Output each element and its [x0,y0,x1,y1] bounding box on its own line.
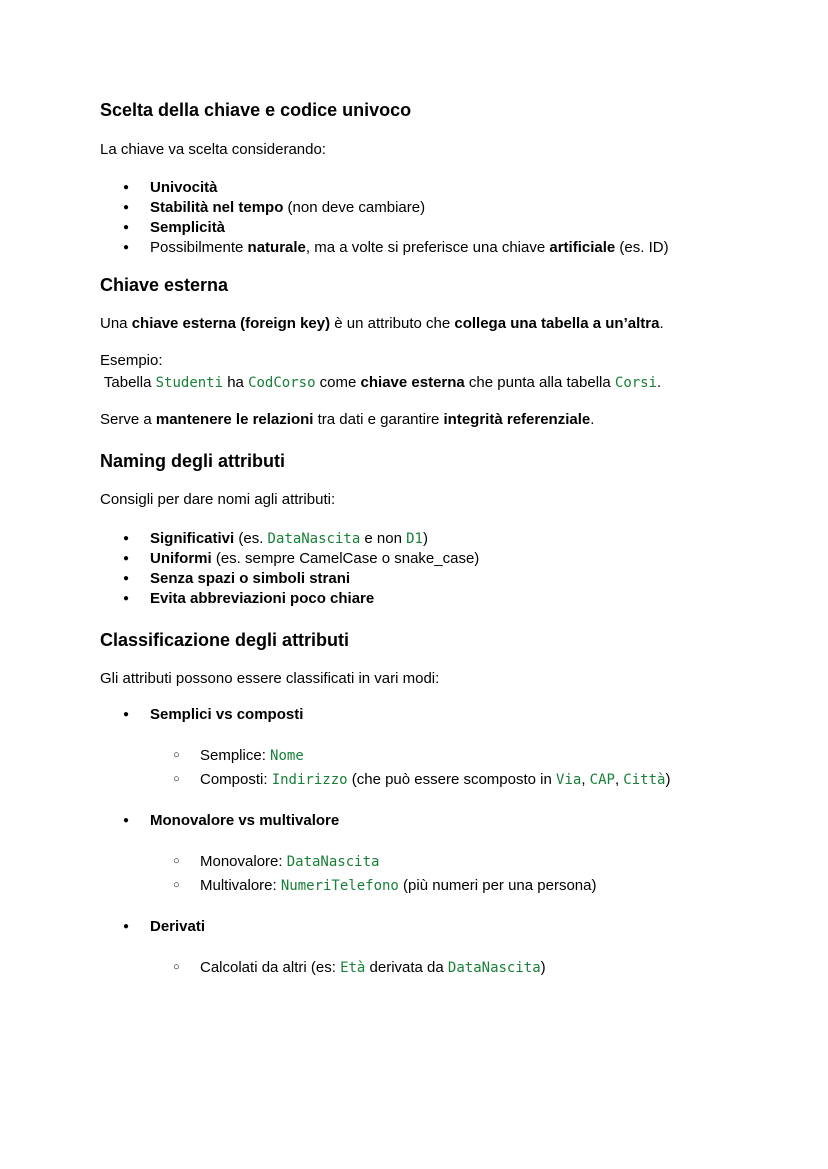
sublist-item: ○ Calcolati da altri (es: Età derivata da DataNascita) [100,956,740,980]
sublist-derivati [100,956,740,980]
heading-chiave-esterna: Chiave esterna [100,275,229,295]
paragraph-intro-classificazione: Gli attributi possono essere classificati in vari modi: [100,670,440,687]
list-item-semplici-composti: ● Semplici vs composti [100,705,740,725]
list-item: ● Evita abbreviazioni poco chiare [100,589,740,609]
list-item-monovalore-multivalore: ● Monovalore vs multivalore [100,811,740,831]
heading-chiave-univoco: Scelta della chiave e codice univoco [100,100,412,120]
paragraph-esempio: Esempio: Tabella Studenti ha CodCorso come chiave esterna che punta alla tabella Corsi. [100,352,662,391]
list-classificazione-3 [100,917,740,937]
list-item: ● Senza spazi o simboli strani [100,569,740,589]
list-classificazione [100,705,740,725]
sublist-item: ○ Composti: Indirizzo (che può essere scomposto in Via, CAP, Città) [100,768,740,792]
list-item: ● Semplicità [100,218,740,238]
sublist-monovalore-multivalore [100,850,740,898]
heading-classificazione: Classificazione degli attributi [100,630,350,650]
sublist-item: ○ Monovalore: DataNascita [100,850,740,874]
list-consigli-naming [100,529,740,609]
list-item: ● Stabilità nel tempo (non deve cambiare) [100,198,740,218]
sublist-item: ○ Multivalore: NumeriTelefono (più numeri per una persona) [100,874,740,898]
list-item: ● Uniformi (es. sempre CamelCase o snake_case) [100,549,740,569]
paragraph-definizione-fk: Una chiave esterna (foreign key) è un attributo che collega una tabella a un’altra. [100,315,664,332]
paragraph-scopo-fk: Serve a mantenere le relazioni tra dati e garantire integrità referenziale. [100,411,595,428]
list-classificazione-2 [100,811,740,831]
list-item: ● Possibilmente naturale, ma a volte si preferisce una chiave artificiale (es. ID) [100,238,740,258]
list-criteri-chiave [100,178,740,258]
list-item-derivati: ● Derivati [100,917,740,937]
list-item: ● Univocità [100,178,740,198]
list-item: ● Significativi (es. DataNascita e non D1) [100,529,740,549]
paragraph-intro-naming: Consigli per dare nomi agli attributi: [100,491,336,508]
sublist-semplici-composti [100,744,740,792]
heading-naming: Naming degli attributi [100,451,286,471]
paragraph-intro-chiave: La chiave va scelta considerando: [100,141,326,158]
sublist-item: ○ Semplice: Nome [100,744,740,768]
